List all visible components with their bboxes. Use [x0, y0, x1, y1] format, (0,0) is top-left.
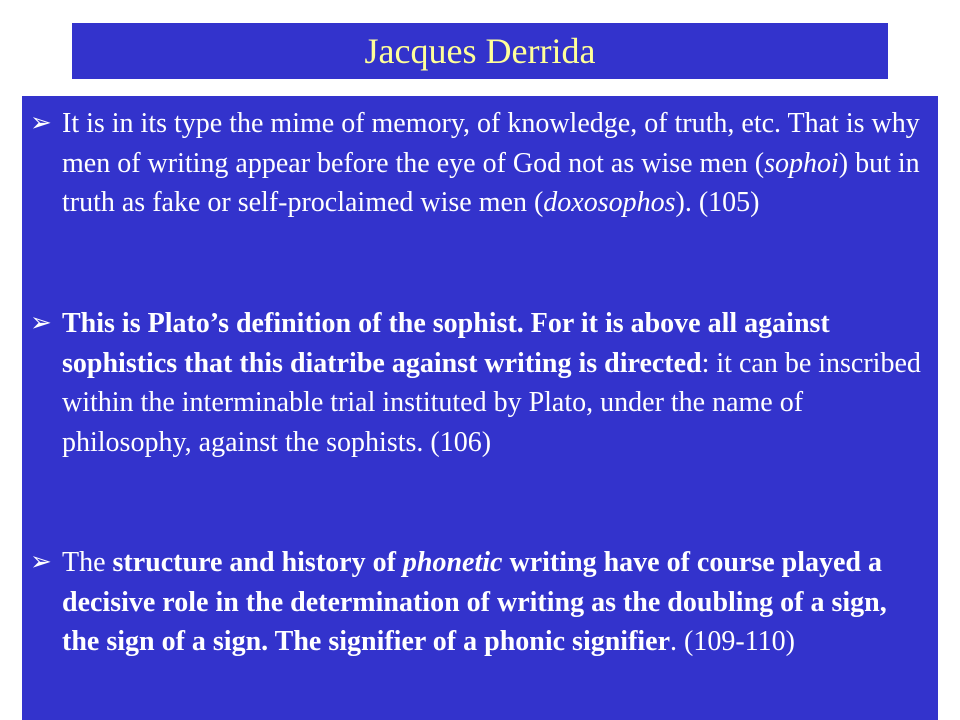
bullet-item	[30, 543, 924, 662]
bullet-text: The structure and history of phonetic writing have of course played a decisive role in the determination of writing as the doubling of a sign, the sign of a sign. The signifier of a phonic signifier. (109-110)	[62, 547, 887, 657]
slide-title: Jacques Derrida	[364, 31, 596, 71]
bullet-item	[30, 104, 924, 223]
bullet-item	[30, 304, 924, 462]
content-panel	[22, 96, 938, 720]
bullet-text: This is Plato’s definition of the sophist. For it is above all against sophistics that this diatribe against writing is directed: it can be inscribed within the interminable trial instituted by Plato, under the name of philosophy, against the sophists. (106)	[62, 308, 921, 458]
arrow-bullet-icon: ➢	[30, 108, 52, 138]
bullet-text: It is in its type the mime of memory, of knowledge, of truth, etc. That is why men of writing appear before the eye of God not as wise men (sophoi) but in truth as fake or self-proclaimed wise men (doxosophos). (105)	[62, 108, 920, 218]
title-bar	[72, 23, 888, 79]
arrow-bullet-icon: ➢	[30, 308, 52, 338]
arrow-bullet-icon: ➢	[30, 547, 52, 577]
